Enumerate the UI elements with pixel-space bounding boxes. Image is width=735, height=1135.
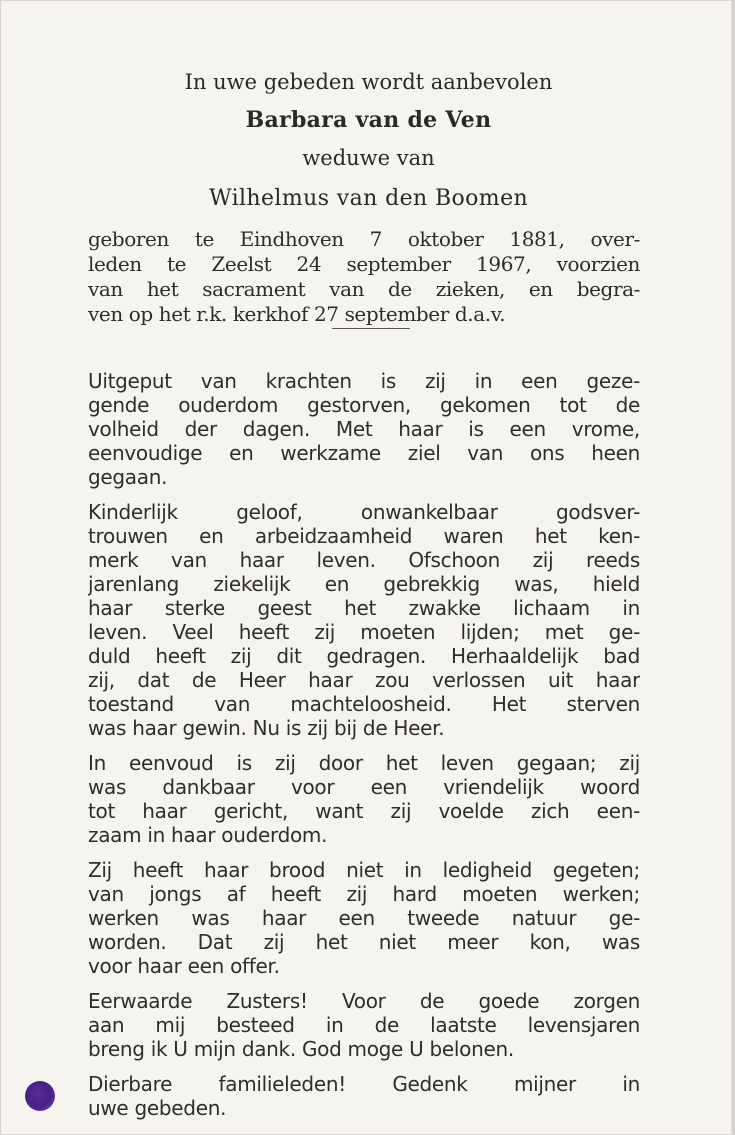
eulogy-line: Uitgeput van krachten is zij in een geze- [88, 369, 640, 393]
eulogy-line: aan mij besteed in de laatste levensjaren [88, 1013, 640, 1037]
details-line: ven op het r.k. kerkhof 27 september d.a.v. [88, 302, 506, 326]
eulogy-paragraph [88, 369, 640, 489]
eulogy-paragraph [88, 858, 640, 978]
eulogy-line: Kinderlijk geloof, onwankelbaar godsver- [88, 500, 640, 524]
eulogy-line: tot haar gericht, want zij voelde zich een- [88, 799, 640, 823]
eulogy-line: jarenlang ziekelijk en gebrekkig was, hield [88, 572, 640, 596]
eulogy-line: In eenvoud is zij door het leven gegaan; zij [88, 751, 640, 775]
eulogy-paragraph [88, 1072, 640, 1120]
eulogy-line: Eerwaarde Zusters! Voor de goede zorgen [88, 989, 640, 1013]
eulogy-line: voor haar een offer. [88, 954, 280, 978]
eulogy-line: volheid der dagen. Met haar is een vrome, [88, 417, 640, 441]
eulogy-line: was haar gewin. Nu is zij bij de Heer. [88, 716, 445, 740]
intro-line: In uwe gebeden wordt aanbevolen [184, 70, 553, 94]
eulogy-line: gende ouderdom gestorven, gekomen tot de [88, 393, 640, 417]
eulogy-line: werken was haar een tweede natuur ge- [88, 906, 640, 930]
eulogy-line: zaam in haar ouderdom. [88, 823, 328, 847]
eulogy-line: merk van haar leven. Ofschoon zij reeds [88, 548, 640, 572]
eulogy-line: haar sterke geest het zwakke lichaam in [88, 596, 640, 620]
husband-name: Wilhelmus van den Boomen [208, 186, 529, 211]
eulogy-line: trouwen en arbeidzaamheid waren het ken- [88, 524, 640, 548]
details-line: leden te Zeelst 24 september 1967, voorzien [88, 252, 640, 276]
eulogy-line: gegaan. [88, 465, 168, 489]
card-edge [731, 1, 734, 1135]
details-line: van het sacrament van de zieken, en begra- [88, 277, 640, 301]
eulogy-line: eenvoudige en werkzame ziel van ons heen [88, 441, 640, 465]
eulogy-line: Zij heeft haar brood niet in ledigheid gegeten; [88, 858, 640, 882]
eulogy-line: was dankbaar voor een vriendelijk woord [88, 775, 640, 799]
eulogy-paragraph [88, 989, 640, 1061]
eulogy-paragraph [88, 751, 640, 847]
eulogy-line: Dierbare familieleden! Gedenk mijner in [88, 1072, 640, 1096]
card-header [1, 63, 735, 218]
widow-of-line: weduwe van [302, 146, 435, 170]
eulogy-line: duld heeft zij dit gedragen. Herhaaldelijk bad [88, 644, 640, 668]
life-details [88, 227, 640, 327]
eulogy-text [88, 369, 640, 1131]
eulogy-line: toestand van machteloosheid. Het sterven [88, 692, 640, 716]
eulogy-line: leven. Veel heeft zij moeten lijden; met ge- [88, 620, 640, 644]
deceased-name: Barbara van de Ven [245, 107, 492, 133]
eulogy-line: worden. Dat zij het niet meer kon, was [88, 930, 640, 954]
eulogy-line: uwe gebeden. [88, 1096, 227, 1120]
eulogy-line: van jongs af heeft zij hard moeten werken; [88, 882, 640, 906]
details-line: geboren te Eindhoven 7 oktober 1881, over- [88, 227, 640, 251]
eulogy-line: zij, dat de Heer haar zou verlossen uit haar [88, 668, 640, 692]
ink-stamp-mark [25, 1081, 55, 1111]
eulogy-paragraph [88, 500, 640, 740]
divider-rule [332, 328, 410, 329]
eulogy-line: breng ik U mijn dank. God moge U belonen. [88, 1037, 514, 1061]
